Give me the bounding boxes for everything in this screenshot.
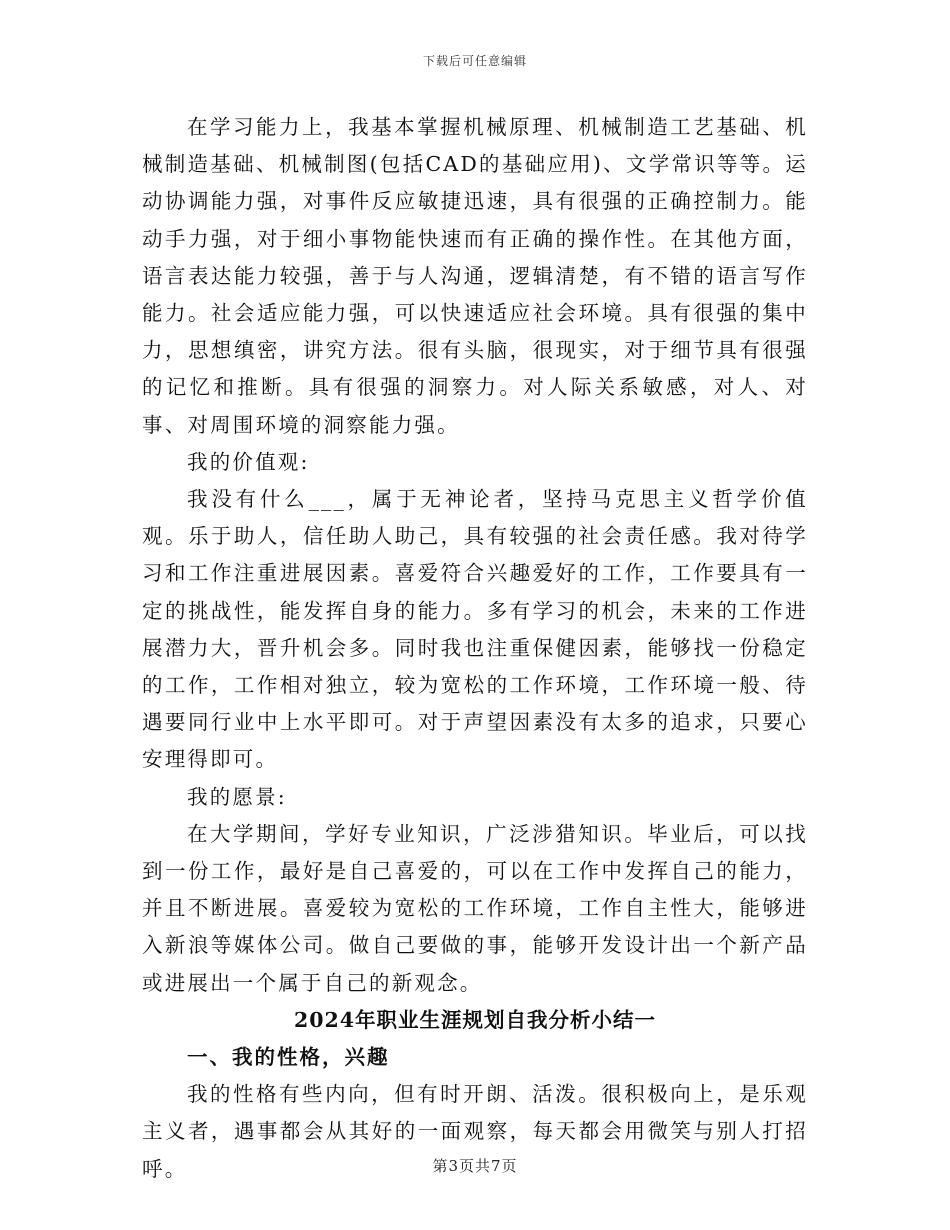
paragraph-learning-ability: 在学习能力上，我基本掌握机械原理、机械制造工艺基础、机械制造基础、机械制图(包括CAD的基础应用)、文学常识等等。运动协调能力强，对事件反应敏捷迅速，具有很强的正确控制力。能动手力强，对于细小事物能快速而有正确的操作性。在其他方面，语言表达能力较强，善于与人沟通，逻辑清楚，有不错的语言写作能力。社会适应能力强，可以快速适应社会环境。具有很强的集中力，思想缜密，讲究方法。很有头脑，很现实，对于细节具有很强的记忆和推断。具有很强的洞察力。对人际关系敏感，对人、对事、对周围环境的洞察能力强。 [142, 115, 808, 437]
section-title: 2024年职业生涯规划自我分析小结一 [293, 1007, 657, 1032]
subheading-personality: 一、我的性格，兴趣 [187, 1045, 390, 1070]
document-body [142, 109, 808, 1188]
heading-vision: 我的愿景: [187, 784, 287, 809]
paragraph-vision: 在大学期间，学好专业知识，广泛涉猎知识。毕业后，可以找到一份工作，最好是自己喜爱的，可以在工作中发挥自己的能力，并且不断进展。喜爱较为宽松的工作环境，工作自主性大，能够进入新浪等媒体公司。做自己要做的事，能够开发设计出一个新产品或进展出一个属于自己的新观念。 [142, 821, 808, 995]
heading-values: 我的价值观: [187, 449, 310, 474]
page-header: 下载后可任意编辑 [422, 54, 527, 68]
paragraph-personality: 我的性格有些内向，但有时开朗、活泼。很积极向上，是乐观主义者，遇事都会从其好的一面观察，每天都会用微笑与别人打招呼。 [142, 1082, 808, 1181]
page-footer: 第3页共7页 [432, 1157, 518, 1175]
paragraph-values: 我没有什么___，属于无神论者，坚持马克思主义哲学价值观。乐于助人，信任助人助己，具有较强的社会责任感。我对待学习和工作注重进展因素。喜爱符合兴趣爱好的工作，工作要具有一定的挑战性，能发挥自身的能力。多有学习的机会，未来的工作进展潜力大，晋升机会多。同时我也注重保健因素，能够找一份稳定的工作，工作相对独立，较为宽松的工作环境，工作环境一般、待遇要同行业中上水平即可。对于声望因素没有太多的追求，只要心安理得即可。 [142, 487, 808, 772]
